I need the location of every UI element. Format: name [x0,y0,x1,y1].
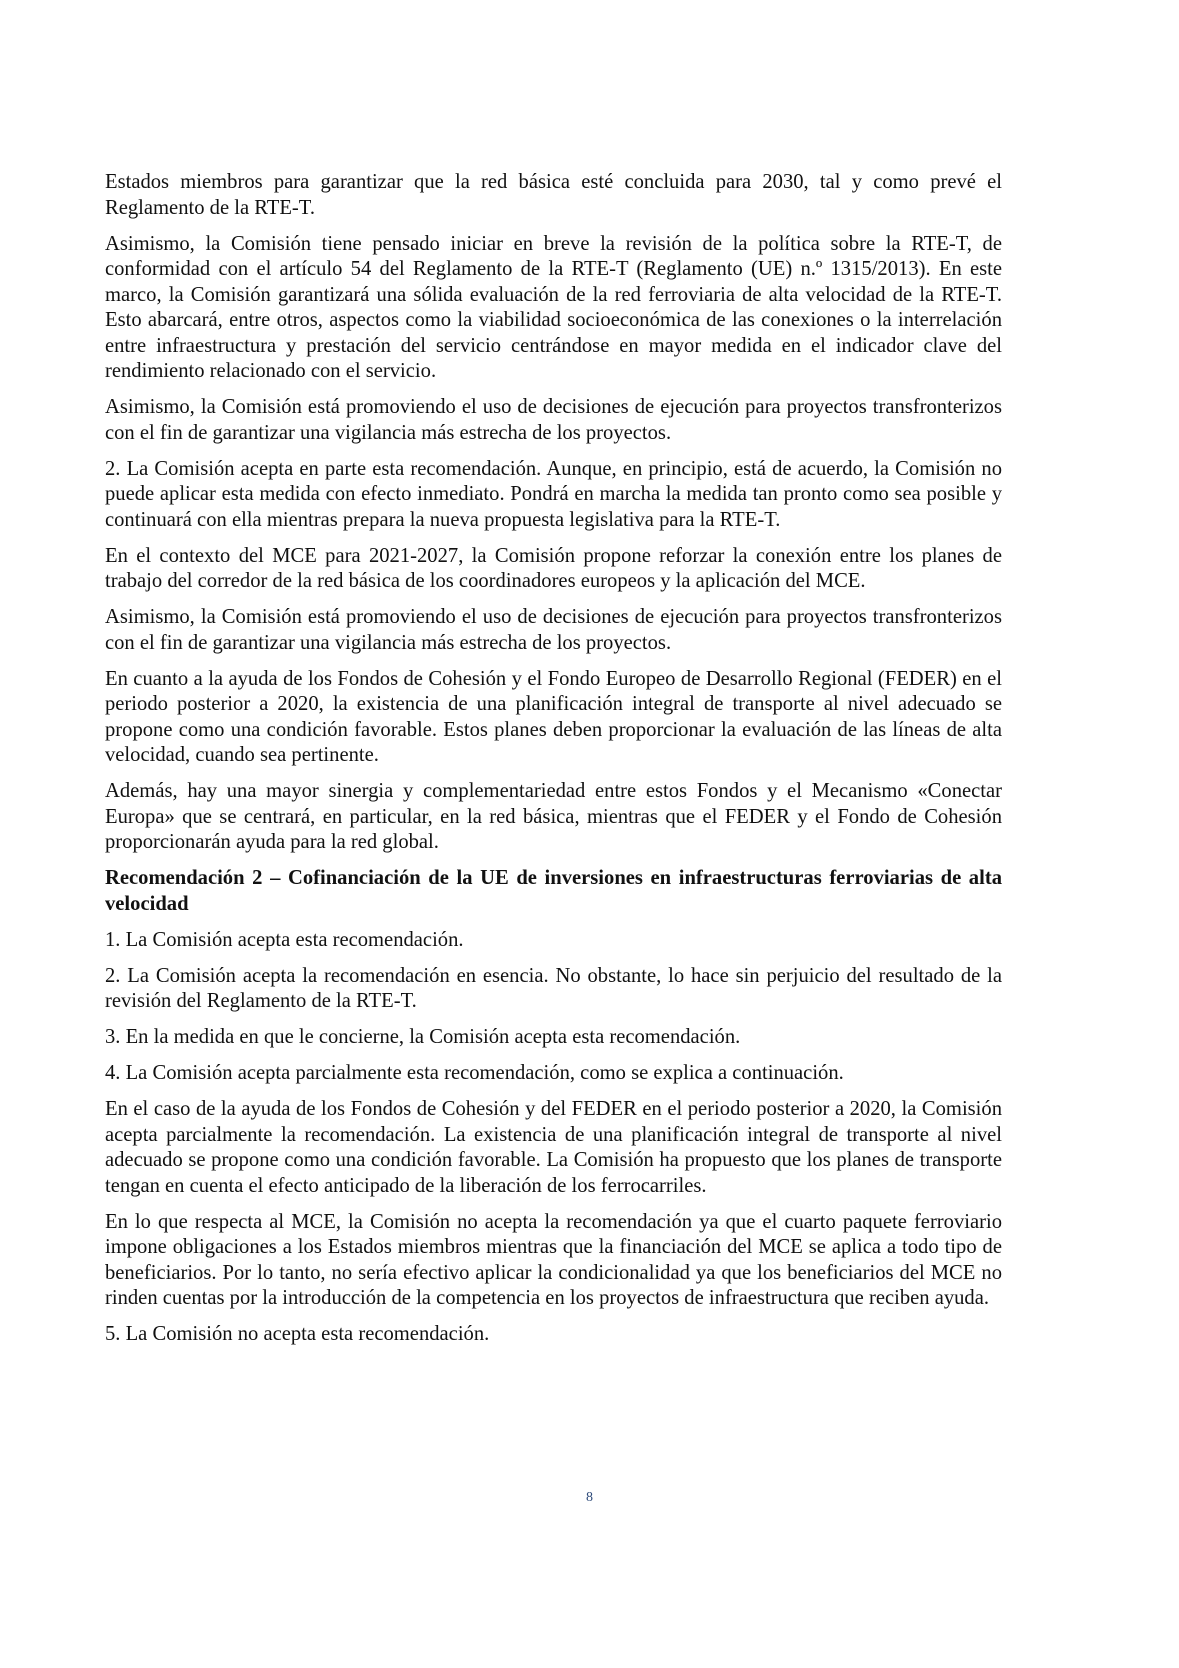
body-paragraph: Asimismo, la Comisión está promoviendo el uso de decisiones de ejecución para proyectos transfronterizos con el fin de garantizar una vigilancia más estrecha de los proyectos. [105,396,1002,444]
body-paragraph: Estados miembros para garantizar que la red básica esté concluida para 2030, tal y como prevé el Reglamento de la RTE-T. [105,171,1002,219]
body-paragraph: Asimismo, la Comisión tiene pensado iniciar en breve la revisión de la política sobre la RTE-T, de conformidad con el artículo 54 del Reglamento de la RTE-T (Reglamento (UE) n.º 1315/2013). En este marco, la Comisión garantizará una sólida evaluación de la red ferroviaria de alta velocidad de la RTE-T. Esto abarcará, entre otros, aspectos como la viabilidad socioeconómica de las conexiones o la interrelación entre infraestructura y prestación del servicio centrándose en mayor medida en el indicador clave del rendimiento relacionado con el servicio. [105,232,1002,382]
body-paragraph: 2. La Comisión acepta en parte esta recomendación. Aunque, en principio, está de acuerdo, la Comisión no puede aplicar esta medida con efecto inmediato. Pondrá en marcha la medida tan pronto como sea posible y continuará con ella mientras prepara la nueva propuesta legislativa para la RTE-T. [105,457,1002,531]
body-paragraph: 4. La Comisión acepta parcialmente esta recomendación, como se explica a continuación. [105,1062,844,1084]
body-paragraph: 2. La Comisión acepta la recomendación en esencia. No obstante, lo hace sin perjuicio del resultado de la revisión del Reglamento de la RTE-T. [105,964,1002,1012]
body-paragraph: 3. En la medida en que le concierne, la Comisión acepta esta recomendación. [105,1026,741,1048]
body-paragraph: En cuanto a la ayuda de los Fondos de Cohesión y el Fondo Europeo de Desarrollo Regional (FEDER) en el periodo posterior a 2020, la existencia de una planificación integral de transporte al nivel adecuado se propone como una condición favorable. Estos planes deben proporcionar la evaluación de las líneas de alta velocidad, cuando sea pertinente. [105,667,1002,766]
body-paragraph: En lo que respecta al MCE, la Comisión no acepta la recomendación ya que el cuarto paquete ferroviario impone obligaciones a los Estados miembros mientras que la financiación del MCE se aplica a todo tipo de beneficiarios. Por lo tanto, no sería efectivo aplicar la condicionalidad ya que los beneficiarios del MCE no rinden cuentas por la introducción de la competencia en los proyectos de infraestructura que reciben ayuda. [105,1210,1002,1309]
page-number: 8 [586,1490,593,1505]
section-heading: Recomendación 2 – Cofinanciación de la UE de inversiones en infraestructuras ferroviarias de alta velocidad [105,867,1002,915]
body-paragraph: En el contexto del MCE para 2021-2027, la Comisión propone reforzar la conexión entre los planes de trabajo del corredor de la red básica de los coordinadores europeos y la aplicación del MCE. [105,544,1002,592]
body-paragraph: 1. La Comisión acepta esta recomendación. [105,928,464,951]
body-paragraph: En el caso de la ayuda de los Fondos de Cohesión y del FEDER en el periodo posterior a 2020, la Comisión acepta parcialmente la recomendación. La existencia de una planificación integral de transporte al nivel adecuado se propone como una condición favorable. La Comisión ha propuesto que los planes de transporte tengan en cuenta el efecto anticipado de la liberación de los ferrocarriles. [105,1098,1002,1197]
body-paragraph: Asimismo, la Comisión está promoviendo el uso de decisiones de ejecución para proyectos transfronterizos con el fin de garantizar una vigilancia más estrecha de los proyectos. [105,606,1002,654]
body-paragraph: Además, hay una mayor sinergia y complementariedad entre estos Fondos y el Mecanismo «Conectar Europa» que se centrará, en particular, en la red básica, mientras que el FEDER y el Fondo de Cohesión proporcionarán ayuda para la red global. [105,780,1002,853]
document-body [105,170,1002,1358]
body-paragraph: 5. La Comisión no acepta esta recomendación. [105,1323,490,1345]
